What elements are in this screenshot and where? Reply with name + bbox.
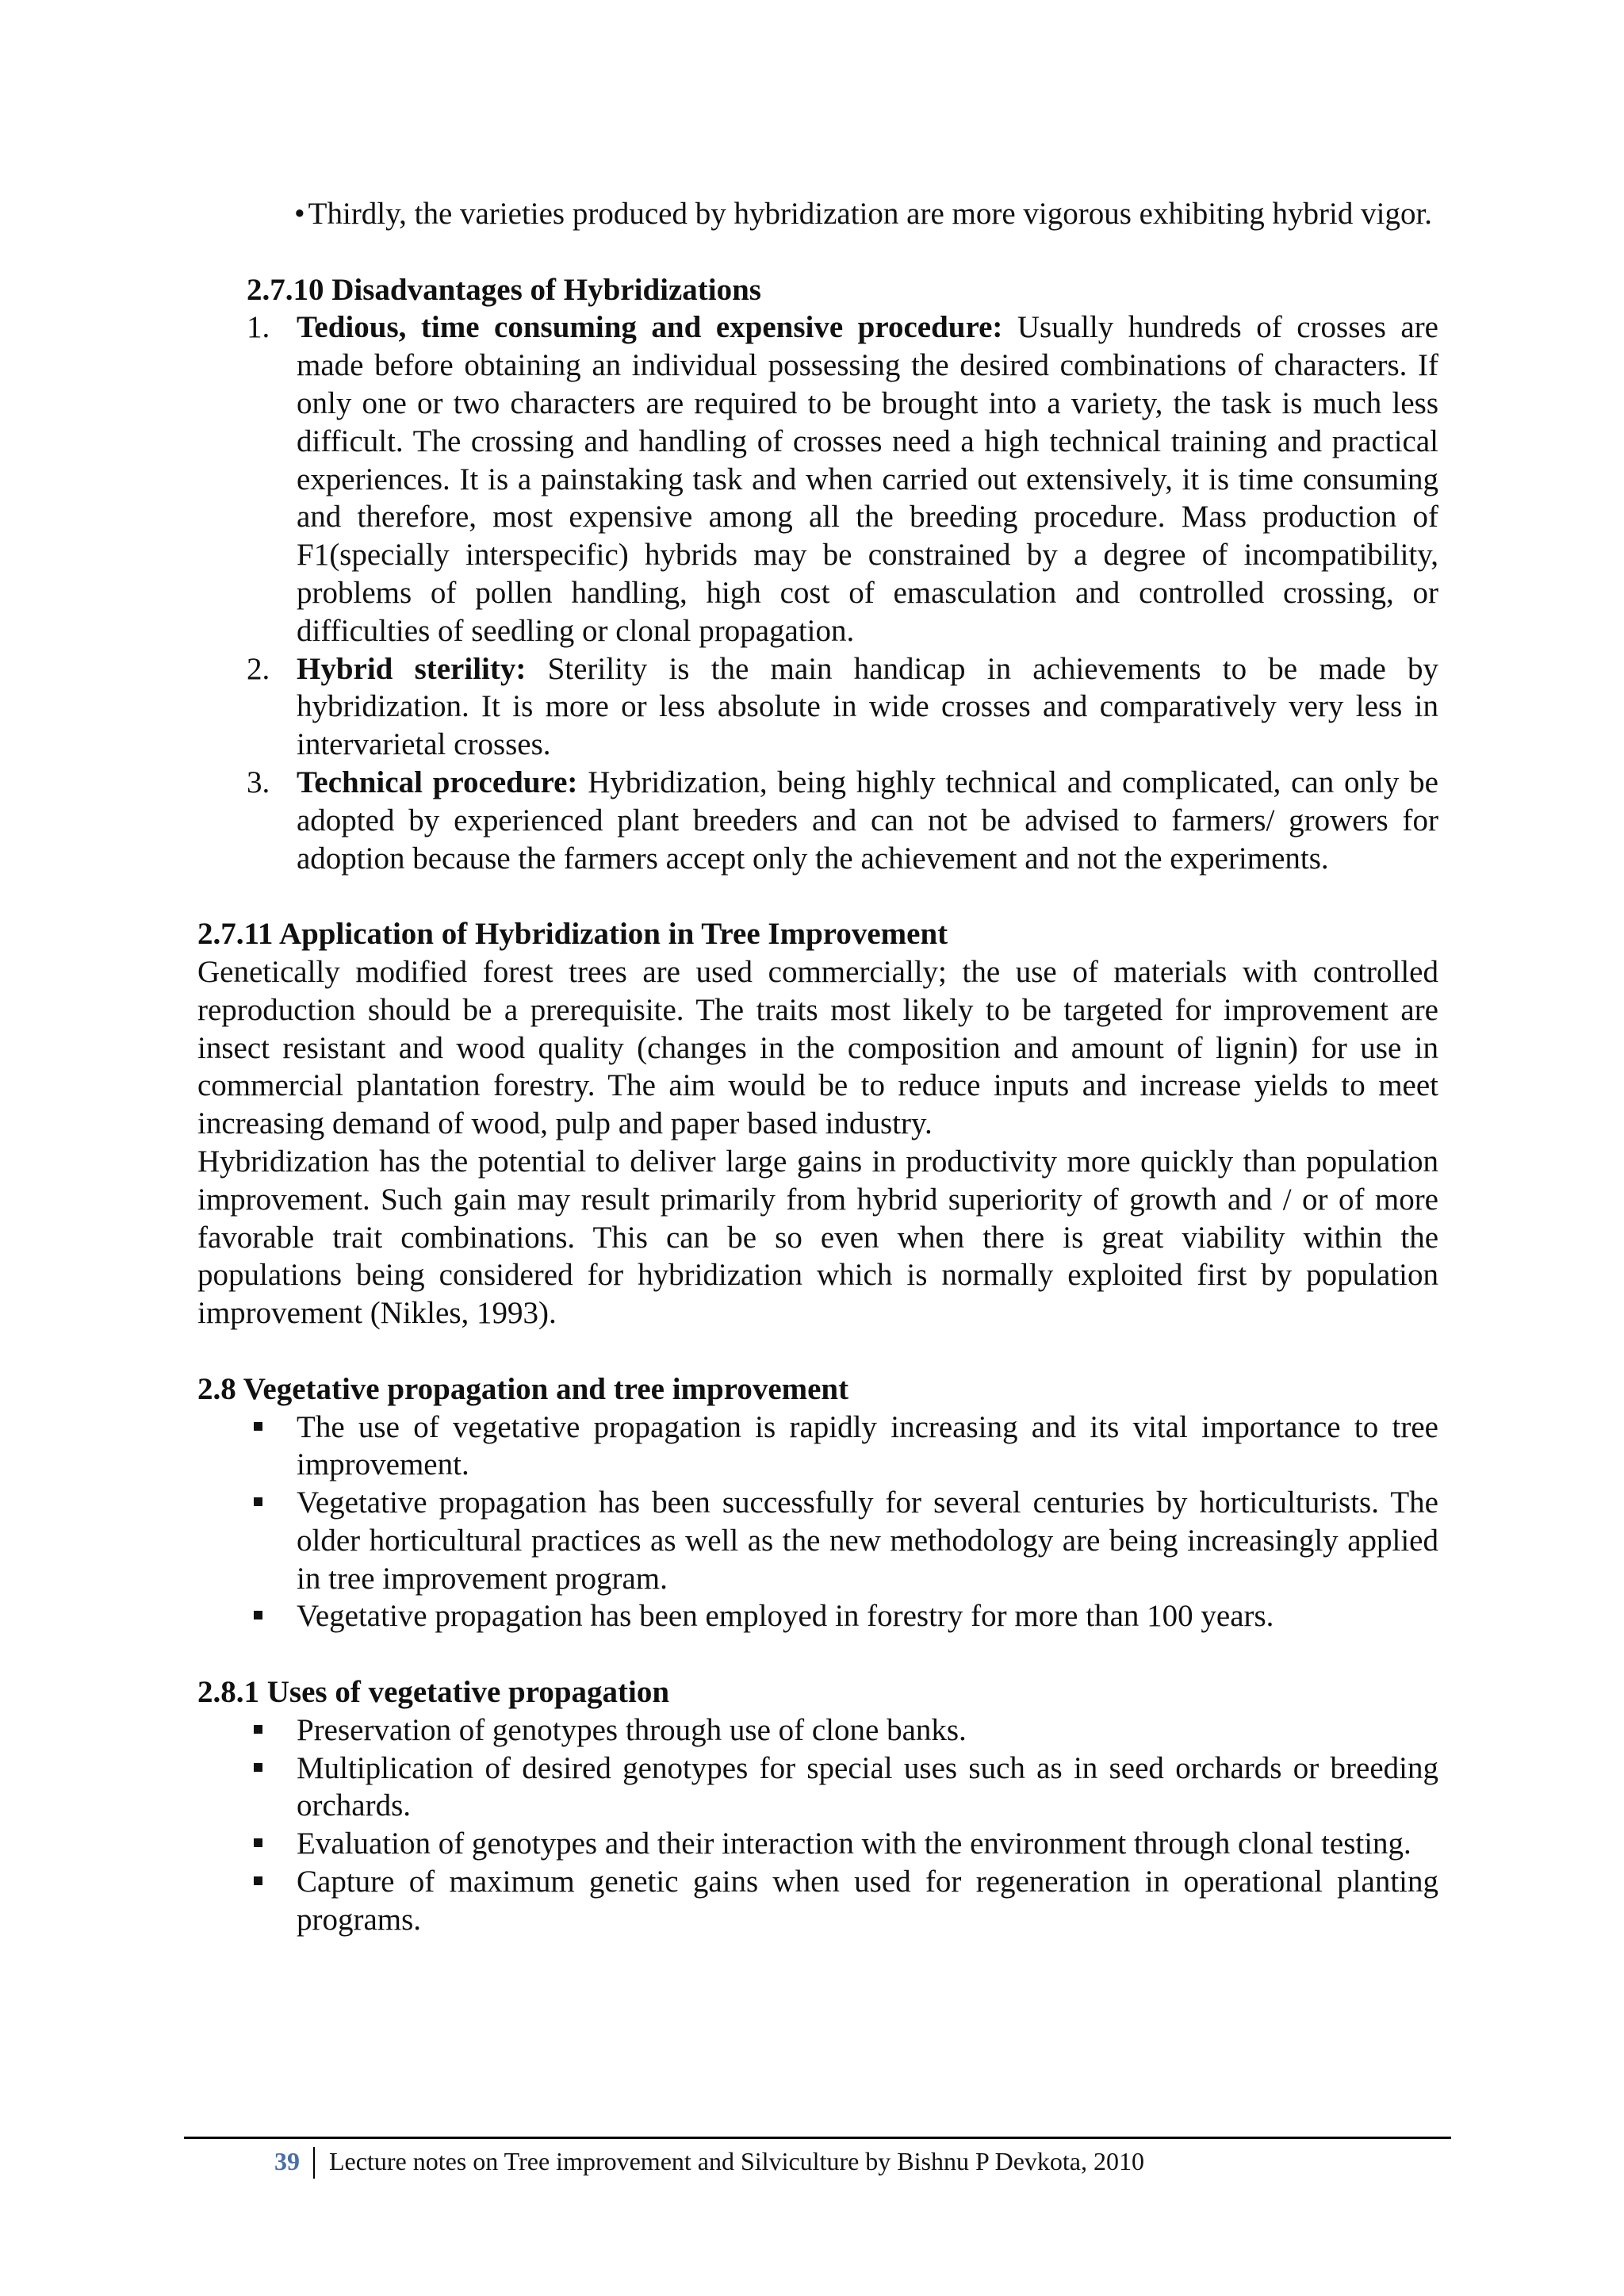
bullet-marker: • — [294, 197, 305, 231]
vegetative-propagation-list — [247, 1409, 1438, 1636]
square-bullet-icon — [254, 1838, 262, 1847]
item-number: 3. — [247, 765, 270, 799]
square-bullet-icon — [254, 1611, 262, 1619]
paragraph: Genetically modified forest trees are used commercially; the use of materials with controlled reproduction should be a prerequisite. The traits most likely to be targeted for improvement are insect resistant and wood quality (changes in the composition and amount of lignin) for use in commercial plantation forestry. The aim would be to reduce inputs and increase yields to meet increasing demand of wood, pulp and paper based industry. — [197, 954, 1438, 1141]
square-bullet-icon — [254, 1725, 262, 1734]
intro-bullet — [294, 195, 1438, 233]
item-text: Usually hundreds of crosses are made before obtaining an individual possessing the desired combinations of characters. If only one or two characters are required to be brought into a variety, the task is much less difficult. The crossing and handling of crosses need a high technical training and practical experiences. It is a painstaking task and when carried out extensively, it is time consuming and therefore, most expensive among all the breeding procedure. Mass production of F1(specially interspecific) hybrids may be constrained by a degree of incompatibility, problems of pollen handling, high cost of emasculation and controlled crossing, or difficulties of seedling or clonal propagation. — [297, 310, 1438, 648]
footer-divider — [313, 2147, 315, 2179]
item-text: Capture of maximum genetic gains when used for regeneration in operational planting programs. — [297, 1865, 1438, 1937]
item-text: Hybridization, being highly technical and complicated, can only be adopted by experienced plant breeders and can not be advised to farmers/ growers for adoption because the farmers accept only the achievement and not the experiments. — [297, 765, 1438, 876]
list-item — [247, 1409, 1438, 1485]
item-text: Vegetative propagation has been employed in forestry for more than 100 years. — [297, 1599, 1274, 1634]
square-bullet-icon — [254, 1763, 262, 1772]
intro-bullet-text: Thirdly, the varieties produced by hybridization are more vigorous exhibiting hybrid vigor. — [308, 197, 1433, 231]
spacer — [197, 1332, 1438, 1370]
paragraph: Hybridization has the potential to deliver large gains in productivity more quickly than population improvement. Such gain may result primarily from hybrid superiority of growth and / or of more favorable trait combinations. This can be so even when there is great viability within the populations being considered for hybridization which is normally exploited first by population improvement (Nikles, 1993). — [197, 1144, 1438, 1331]
disadvantages-list — [247, 309, 1438, 877]
spacer — [197, 877, 1438, 915]
uses-list — [247, 1711, 1438, 1939]
list-item — [247, 1750, 1438, 1826]
item-number: 1. — [247, 310, 270, 345]
page-body — [197, 195, 1438, 1939]
item-text: Vegetative propagation has been successfully for several centuries by horticulturists. The older horticultural practices as well as the new methodology are being increasingly applied in tree improvement program. — [297, 1485, 1438, 1596]
list-item — [247, 650, 1438, 764]
spacer — [197, 1635, 1438, 1673]
square-bullet-icon — [254, 1497, 262, 1506]
page-number: 39 — [274, 2147, 300, 2175]
item-text: The use of vegetative propagation is rapidly increasing and its vital importance to tree improvement. — [297, 1409, 1438, 1482]
list-item — [247, 309, 1438, 650]
heading-application-hybridization: 2.7.11 Application of Hybridization in Tree Improvement — [197, 917, 948, 952]
item-title: Tedious, time consuming and expensive procedure: — [297, 310, 1003, 345]
square-bullet-icon — [254, 1422, 262, 1431]
list-item — [247, 1863, 1438, 1939]
item-text: Sterility is the main handicap in achievements to be made by hybridization. It is more or less absolute in wide crosses and comparatively very less in intervarietal crosses. — [297, 651, 1438, 762]
heading-disadvantages: 2.7.10 Disadvantages of Hybridizations — [247, 272, 761, 307]
item-title: Technical procedure: — [297, 765, 578, 799]
page-footer — [184, 2137, 1451, 2187]
item-number: 2. — [247, 651, 270, 686]
item-title: Hybrid sterility: — [297, 651, 527, 686]
item-text: Multiplication of desired genotypes for special uses such as in seed orchards or breeding orchards. — [297, 1750, 1438, 1823]
heading-uses-vegetative-propagation: 2.8.1 Uses of vegetative propagation — [197, 1675, 670, 1710]
item-text: Preservation of genotypes through use of clone banks. — [297, 1712, 967, 1747]
list-item — [247, 764, 1438, 877]
footer-text: Lecture notes on Tree improvement and Silviculture by Bishnu P Devkota, 2010 — [329, 2147, 1144, 2175]
list-item — [247, 1484, 1438, 1597]
spacer — [197, 233, 1438, 271]
item-text: Evaluation of genotypes and their interaction with the environment through clonal testing. — [297, 1826, 1411, 1861]
square-bullet-icon — [254, 1876, 262, 1885]
list-item — [247, 1597, 1438, 1635]
heading-vegetative-propagation: 2.8 Vegetative propagation and tree improvement — [197, 1371, 849, 1406]
list-item — [247, 1825, 1438, 1863]
list-item — [247, 1711, 1438, 1750]
